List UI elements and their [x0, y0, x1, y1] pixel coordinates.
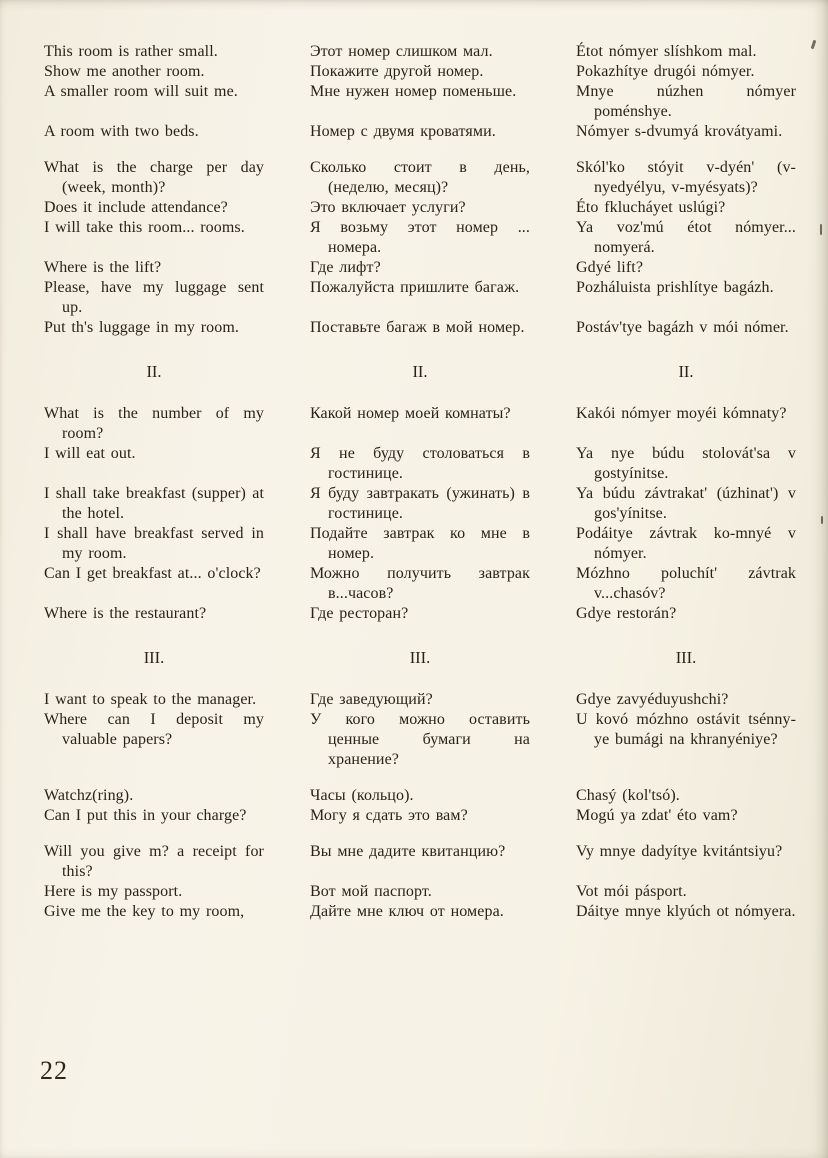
phrase-english: Give me the key to my room, [44, 903, 245, 920]
section-heading-row [44, 362, 796, 382]
phrase-row [44, 198, 796, 218]
phrase-russian: Вы мне дадите квитанцию? [310, 843, 506, 860]
phrase-english: Can I get breakfast at... o'clock? [44, 565, 261, 582]
section-heading: III. [143, 648, 165, 667]
section-heading: III. [409, 648, 431, 667]
phrase-english: Please, have my luggage sent up. [44, 279, 264, 316]
phrase-row [44, 842, 796, 882]
phrase-row [44, 122, 796, 142]
phrase-russian: Дайте мне ключ от номера. [310, 903, 504, 920]
phrase-transliteration: Éto fklucháyet uslúgi? [576, 199, 726, 216]
phrase-russian: Я возьму этот номер ... номера. [310, 219, 530, 256]
phrase-russian: Я буду завтракать (ужинать) в гостинице. [310, 485, 530, 522]
phrase-russian: Можно получить завтрак в...часов? [310, 565, 530, 602]
phrase-english: Put th's luggage in my room. [44, 319, 240, 336]
section-heading: II. [146, 362, 162, 381]
phrase-row [44, 82, 796, 122]
phrase-english: Does it include attendance? [44, 199, 228, 216]
phrase-row [44, 484, 796, 524]
phrase-transliteration: Postáv'tye bagázh v mói nómer. [576, 319, 789, 336]
section-heading: III. [675, 648, 697, 667]
phrase-russian: Мне нужен номер поменьше. [310, 83, 517, 100]
phrase-russian: Этот номер слишком мал. [310, 43, 493, 60]
phrase-row [44, 318, 796, 338]
phrase-row [44, 806, 796, 826]
phrase-english: Show me another room. [44, 63, 205, 80]
phrase-russian: Подайте завтрак ко мне в номер. [310, 525, 530, 562]
phrase-transliteration: Ya voz'mú étot nómyer... nomyerá. [576, 219, 796, 256]
section-heading: II. [412, 362, 428, 381]
phrase-transliteration: Mnye núzhen nómyer poménshye. [576, 83, 796, 120]
phrase-english: This room is rather small. [44, 43, 218, 60]
phrase-english: Here is my passport. [44, 883, 183, 900]
phrase-transliteration: Vy mnye dadyítye kvitántsiyu? [576, 843, 783, 860]
phrase-english: Where can I deposit my valuable papers? [44, 711, 264, 748]
section-heading: II. [678, 362, 694, 381]
phrase-transliteration: Étot nómyer slíshkom mal. [576, 43, 757, 60]
phrase-english: Where is the lift? [44, 259, 162, 276]
phrase-transliteration: Gdye zavyéduyushchi? [576, 691, 729, 708]
phrase-russian: Покажите другой номер. [310, 63, 484, 80]
phrase-russian: Поставьте багаж в мой номер. [310, 319, 525, 336]
phrase-transliteration: U kovó mózhno ostávit tsénny-ye bumági na khranyéniye? [576, 711, 796, 748]
phrase-russian: Где ресторан? [310, 605, 409, 622]
phrase-transliteration: Pozháluista prishlítye bagázh. [576, 279, 774, 296]
phrase-row [44, 404, 796, 444]
phrase-transliteration: Skól'ko stóyit v-dyén' (v-nyedyélyu, v-myésyats)? [576, 159, 796, 196]
phrase-transliteration: Chasý (kol'tsó). [576, 787, 680, 804]
phrase-russian: Могу я сдать это вам? [310, 807, 468, 824]
phrase-english: A smaller room will suit me. [44, 83, 238, 100]
page-number: 22 [40, 1056, 68, 1085]
phrase-russian: Я не буду столоваться в гостинице. [310, 445, 530, 482]
phrase-transliteration: Ya nye búdu stolovát'sa v gostyínitse. [576, 445, 796, 482]
phrase-russian: Где лифт? [310, 259, 381, 276]
phrase-russian: Это включает услуги? [310, 199, 466, 216]
phrase-transliteration: Podáitye závtrak ko-mnyé v nómyer. [576, 525, 796, 562]
phrase-row [44, 218, 796, 258]
phrase-row [44, 158, 796, 198]
scan-mark [820, 224, 822, 235]
phrase-row [44, 444, 796, 484]
phrase-row [44, 524, 796, 564]
section-heading-row [44, 648, 796, 668]
phrase-transliteration: Gdye restorán? [576, 605, 677, 622]
phrase-english: I will take this room... rooms. [44, 219, 245, 236]
phrase-transliteration: Ya búdu závtrakat' (úzhinat') v gos'yínitse. [576, 485, 796, 522]
phrase-row [44, 42, 796, 62]
phrase-russian: Пожалуйста пришлите багаж. [310, 279, 520, 296]
phrase-english: What is the number of my room? [44, 405, 264, 442]
phrase-row [44, 278, 796, 318]
phrase-russian: Номер с двумя кроватями. [310, 123, 496, 140]
phrase-transliteration: Kakói nómyer moyéi kómnaty? [576, 405, 787, 422]
phrase-row [44, 258, 796, 278]
phrase-english: I shall have breakfast served in my room. [44, 525, 264, 562]
phrase-row [44, 564, 796, 604]
phrase-row [44, 882, 796, 902]
phrase-transliteration: Vot mói pásport. [576, 883, 687, 900]
phrase-row [44, 902, 796, 922]
phrase-english: I will eat out. [44, 445, 136, 462]
phrase-russian: Какой номер моей комнаты? [310, 405, 511, 422]
phrase-transliteration: Nómyer s-dvumyá krovátyami. [576, 123, 783, 140]
scan-mark [821, 516, 823, 524]
phrase-row [44, 604, 796, 624]
phrase-english: A room with two beds. [44, 123, 199, 140]
phrase-english: What is the charge per day (week, month)? [44, 159, 264, 196]
phrase-transliteration: Pokazhítye drugói nómyer. [576, 63, 755, 80]
phrase-english: I want to speak to the manager. [44, 691, 257, 708]
phrase-transliteration: Gdyé lift? [576, 259, 644, 276]
phrase-row [44, 690, 796, 710]
phrase-row [44, 62, 796, 82]
phrase-row [44, 710, 796, 770]
phrase-english: Will you give m? a receipt for this? [44, 843, 264, 880]
phrase-english: Can I put this in your charge? [44, 807, 247, 824]
phrase-transliteration: Dáitye mnye klyúch ot nómyera. [576, 903, 796, 920]
phrase-russian: Вот мой паспорт. [310, 883, 432, 900]
phrase-english: Watchz(ring). [44, 787, 134, 804]
phrase-transliteration: Mogú ya zdat' éto vam? [576, 807, 738, 824]
phrase-russian: У кого можно оставить ценные бумаги на хранение? [310, 711, 530, 768]
phrase-english: Where is the restaurant? [44, 605, 207, 622]
phrase-russian: Где заведующий? [310, 691, 433, 708]
phrase-row [44, 786, 796, 806]
phrase-transliteration: Mózhno poluchít' závtrak v...chasóv? [576, 565, 796, 602]
phrase-russian: Часы (кольцо). [310, 787, 414, 804]
phrase-english: I shall take breakfast (supper) at the hotel. [44, 485, 264, 522]
phrase-russian: Сколько стоит в день, (неделю, месяц)? [310, 159, 530, 196]
